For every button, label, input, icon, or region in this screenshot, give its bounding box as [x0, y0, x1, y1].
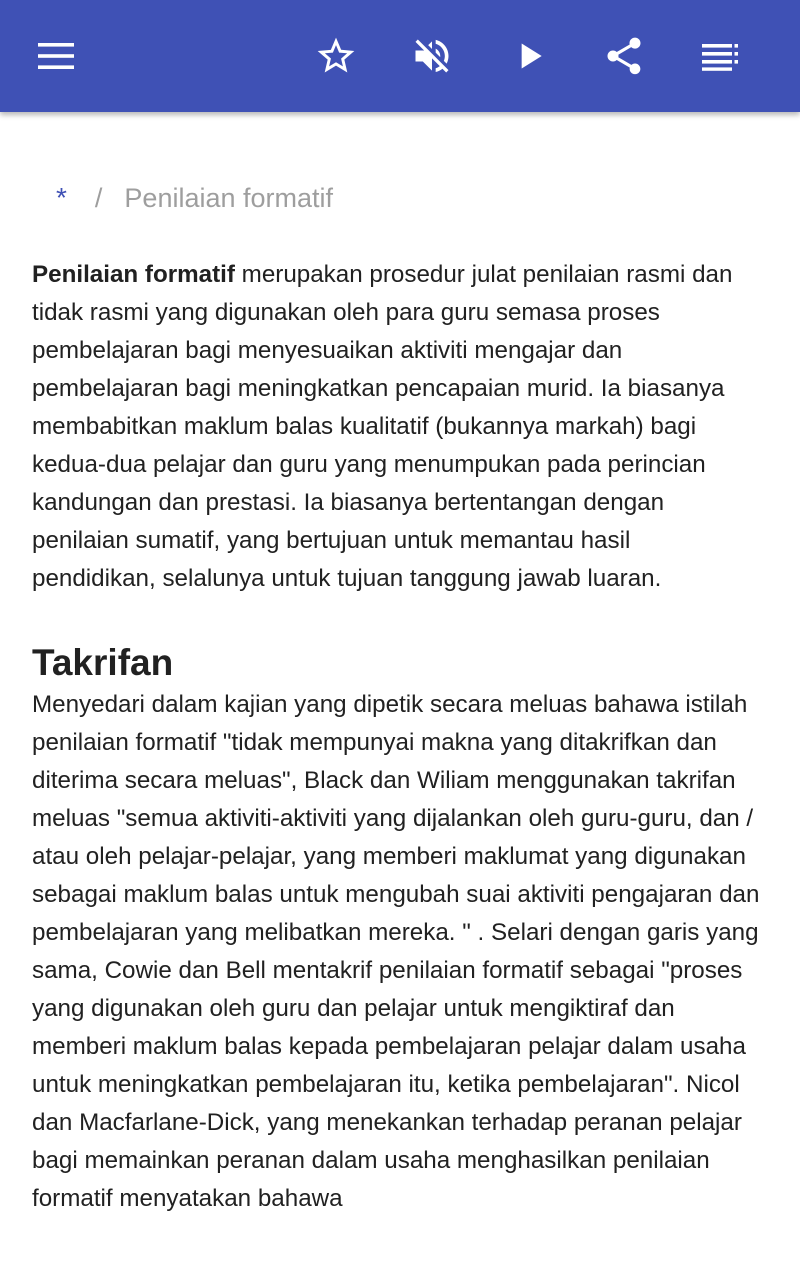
breadcrumb-home-link[interactable]: * [56, 182, 67, 213]
play-button[interactable] [496, 22, 564, 90]
app-bar [0, 0, 800, 112]
breadcrumb [56, 180, 333, 216]
star-outline-icon [314, 34, 358, 78]
breadcrumb-separator: / [94, 183, 103, 213]
share-icon [602, 34, 646, 78]
intro-paragraph [32, 256, 760, 598]
breadcrumb-current: Penilaian formatif [124, 183, 334, 213]
section-paragraph: Menyedari dalam kajian yang dipetik secara meluas bahawa istilah penilaian formatif "tidak mempunyai makna yang ditakrifkan dan diterima secara meluas", Black dan Wiliam menggunakan takrifan meluas "semua aktiviti-aktiviti yang dijalankan oleh guru-guru, dan / atau oleh pelajar-pelajar, yang memberi maklumat yang digunakan sebagai maklum balas untuk mengubah suai aktiviti pengajaran dan pembelajaran yang melibatkan mereka. " . Selari dengan garis yang sama, Cowie dan Bell mentakrif penilaian formatif sebagai "proses yang digunakan oleh guru dan pelajar untuk mengiktiraf dan memberi maklum balas kepada pembelajaran pelajar dalam usaha untuk meningkatkan pembelajaran itu, ketika pembelajaran". Nicol dan Macfarlane-Dick, yang menekankan terhadap peranan pelajar bagi memainkan peranan dalam usaha menghasilkan penilaian formatif menyatakan bahawa [32, 691, 760, 1212]
play-icon [510, 36, 550, 76]
favorite-button[interactable] [302, 22, 370, 90]
volume-off-icon [410, 34, 454, 78]
intro-term: Penilaian formatif [32, 261, 235, 288]
playlist-icon [700, 41, 740, 71]
menu-button[interactable] [22, 22, 90, 90]
article-body [32, 256, 760, 1218]
playlist-button[interactable] [686, 22, 754, 90]
section-heading: Takrifan [32, 642, 174, 683]
share-button[interactable] [590, 22, 658, 90]
article-content [0, 112, 800, 1280]
menu-icon [36, 41, 76, 71]
intro-text: merupakan prosedur julat penilaian rasmi dan tidak rasmi yang digunakan oleh para guru semasa proses pembelajaran bagi menyesuaikan aktiviti mengajar dan pembelajaran bagi meningkatkan pencapaian murid. Ia biasanya membabitkan maklum balas kualitatif (bukannya markah) bagi kedua-dua pelajar dan guru yang menumpukan pada perincian kandungan dan prestasi. Ia biasanya bertentangan dengan penilaian sumatif, yang bertujuan untuk memantau hasil pendidikan, selalunya untuk tujuan tanggung jawab luaran. [32, 261, 733, 592]
mute-button[interactable] [398, 22, 466, 90]
